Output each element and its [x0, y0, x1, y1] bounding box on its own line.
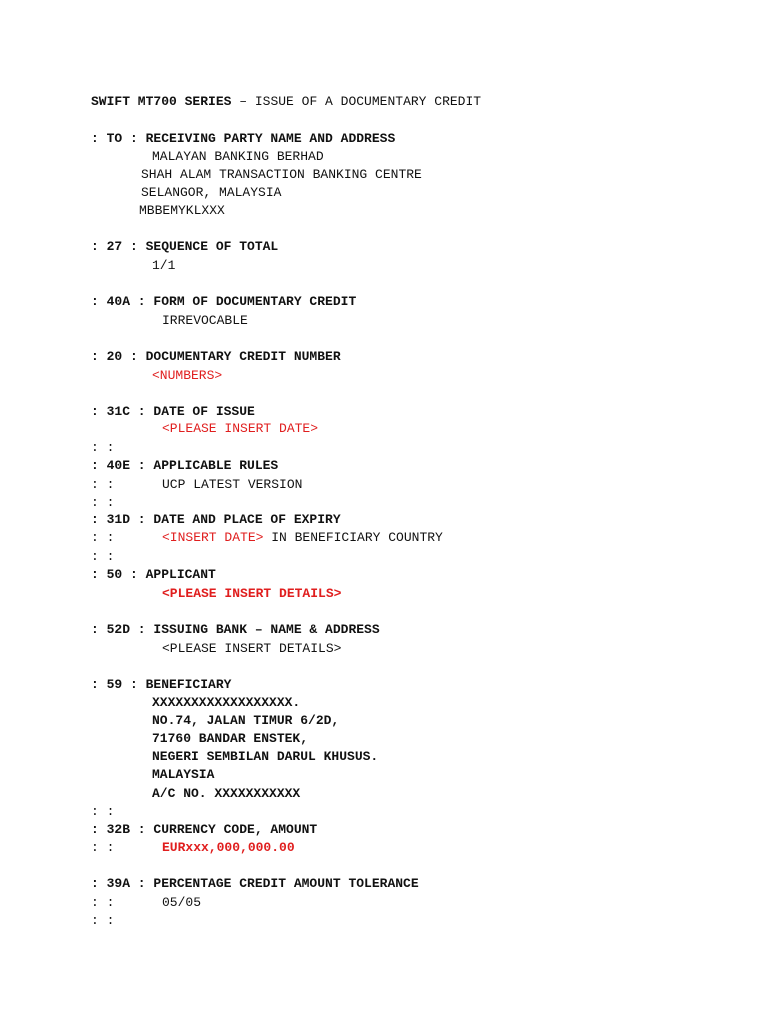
field-40a-label: : 40A : FORM OF DOCUMENTARY CREDIT [91, 294, 357, 309]
field-40e-label: : 40E : APPLICABLE RULES [91, 458, 279, 473]
field-to-label: : TO : RECEIVING PARTY NAME AND ADDRESS [91, 131, 396, 146]
field-31d-place: IN BENEFICIARY COUNTRY [263, 530, 443, 545]
field-59-label: : 59 : BENEFICIARY [91, 677, 232, 692]
separator: : : [91, 840, 115, 855]
field-32b-value: EURxxx,000,000.00 [162, 840, 295, 855]
field-27-label: : 27 : SEQUENCE OF TOTAL [91, 239, 279, 254]
field-39a-label: : 39A : PERCENTAGE CREDIT AMOUNT TOLERANCE [91, 876, 419, 891]
field-31d-value [162, 529, 443, 547]
field-31d-label: : 31D : DATE AND PLACE OF EXPIRY [91, 512, 341, 527]
to-line-2: SHAH ALAM TRANSACTION BANKING CENTRE [141, 167, 422, 182]
field-32b-label: : 32B : CURRENCY CODE, AMOUNT [91, 822, 318, 837]
field-40a-value: IRREVOCABLE [162, 313, 248, 328]
field-52d-label: : 52D : ISSUING BANK – NAME & ADDRESS [91, 622, 380, 637]
field-52d-value: <PLEASE INSERT DETAILS> [162, 641, 342, 656]
to-line-3: SELANGOR, MALAYSIA [141, 185, 282, 200]
field-20-label: : 20 : DOCUMENTARY CREDIT NUMBER [91, 349, 341, 364]
field-31d-date-placeholder: <INSERT DATE> [162, 530, 264, 545]
field-20-value: <NUMBERS> [152, 368, 223, 383]
beneficiary-line-6: A/C NO. XXXXXXXXXXX [152, 786, 301, 801]
separator: : : [91, 895, 115, 910]
to-line-1: MALAYAN BANKING BERHAD [152, 149, 324, 164]
to-line-4: MBBEMYKLXXX [139, 203, 225, 218]
field-31c-value: <PLEASE INSERT DATE> [162, 421, 319, 436]
field-50-label: : 50 : APPLICANT [91, 567, 216, 582]
document-title [91, 93, 481, 111]
beneficiary-line-2: NO.74, JALAN TIMUR 6/2D, [152, 713, 340, 728]
separator: : : [91, 477, 115, 492]
separator: : : [91, 804, 115, 819]
separator: : : [91, 440, 115, 455]
separator: : : [91, 913, 115, 928]
beneficiary-line-3: 71760 BANDAR ENSTEK, [152, 731, 309, 746]
beneficiary-line-4: NEGERI SEMBILAN DARUL KHUSUS. [152, 749, 379, 764]
field-40e-value: UCP LATEST VERSION [162, 477, 303, 492]
field-39a-value: 05/05 [162, 895, 202, 910]
field-31c-label: : 31C : DATE OF ISSUE [91, 404, 255, 419]
beneficiary-line-5: MALAYSIA [152, 767, 215, 782]
title-rest: – ISSUE OF A DOCUMENTARY CREDIT [231, 94, 482, 109]
field-27-value: 1/1 [152, 258, 176, 273]
field-50-value: <PLEASE INSERT DETAILS> [162, 586, 342, 601]
separator: : : [91, 530, 115, 545]
title-bold: SWIFT MT700 SERIES [91, 94, 232, 109]
separator: : : [91, 549, 115, 564]
beneficiary-line-1: XXXXXXXXXXXXXXXXXX. [152, 695, 301, 710]
separator: : : [91, 495, 115, 510]
